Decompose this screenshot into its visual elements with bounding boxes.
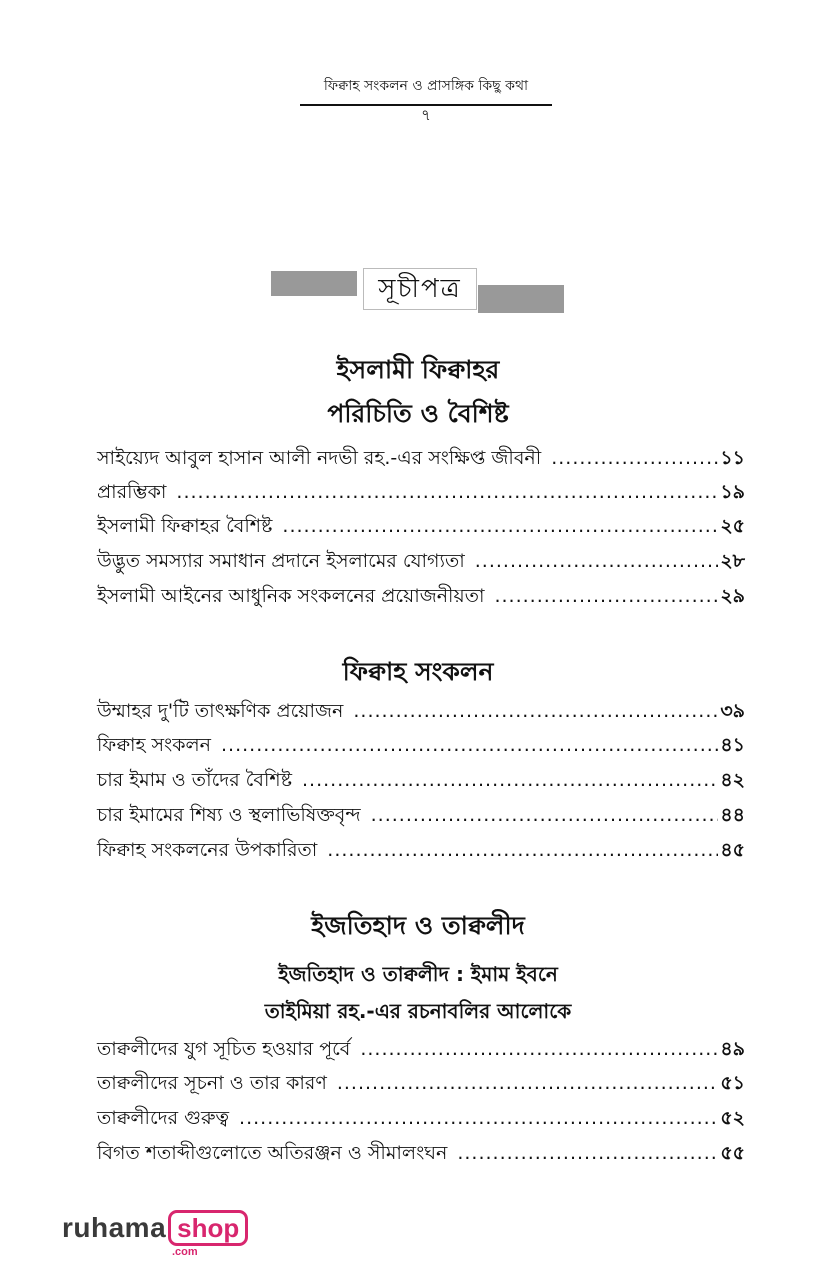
dot-leader — [302, 769, 718, 791]
logo-brand-accent: shop — [168, 1210, 248, 1246]
toc-entry[interactable] — [97, 766, 745, 796]
toc-entry-title: তাক্বলীদের গুরুত্ব — [97, 1107, 230, 1129]
toc-entry-title: তাক্বলীদের সূচনা ও তার কারণ — [97, 1072, 327, 1094]
dot-leader — [337, 1072, 719, 1094]
toc-entry-title: ফিক্বাহ সংকলনের উপকারিতা — [97, 839, 318, 861]
toc-entry-title: বিগত শতাব্দীগুলোতে অতিরঞ্জন ও সীমালংঘন — [97, 1142, 448, 1164]
dot-leader — [551, 447, 718, 469]
toc-entry-title: চার ইমামের শিষ্য ও স্থলাভিষিক্তবৃন্দ — [97, 804, 361, 826]
toc-entry-page: ১৯ — [720, 481, 745, 503]
toc-entry[interactable] — [97, 1104, 745, 1134]
logo-domain: .com — [172, 1246, 198, 1258]
ruhama-shop-logo — [62, 1210, 248, 1258]
dot-leader — [221, 734, 718, 756]
toc-entry-page: ৫৫ — [720, 1142, 745, 1164]
toc-entry[interactable] — [97, 801, 745, 831]
toc-entry-page: ৪৫ — [720, 839, 745, 861]
toc-title: সূচীপত্র — [363, 268, 477, 310]
toc-entry[interactable] — [97, 836, 745, 866]
section-heading: ইজতিহাদ ও তাক্বলীদ — [311, 911, 525, 940]
toc-entry-page: ১১ — [720, 447, 745, 469]
toc-entry-title: চার ইমাম ও তাঁদের বৈশিষ্ট — [97, 769, 293, 791]
dot-leader — [327, 839, 718, 861]
section-heading: ইসলামী ফিক্বাহর — [336, 355, 500, 384]
toc-entry-title: ইসলামী ফিক্বাহর বৈশিষ্ট — [97, 515, 273, 537]
toc-entry-title: ফিক্বাহ সংকলন — [97, 734, 212, 756]
page-number: ৭ — [421, 106, 431, 124]
running-header: ফিক্বাহ সংকলন ও প্রাসঙ্গিক কিছু কথা — [300, 74, 552, 106]
toc-entry[interactable] — [97, 478, 745, 508]
toc-entry[interactable] — [97, 444, 745, 474]
toc-entry-title: প্রারম্ভিকা — [97, 481, 167, 503]
toc-entry[interactable] — [97, 1139, 745, 1169]
section-subheading: ইজতিহাদ ও তাক্বলীদ : ইমাম ইবনে — [278, 962, 558, 986]
toc-entry[interactable] — [97, 547, 745, 577]
toc-entry-page: ২৮ — [720, 550, 745, 572]
toc-entry-page: ৩৯ — [720, 700, 745, 722]
dot-leader — [494, 585, 718, 607]
dot-leader — [353, 700, 718, 722]
toc-entry-page: ২৯ — [720, 585, 745, 607]
toc-entry-page: ৫১ — [720, 1072, 745, 1094]
section-subheading: তাইমিয়া রহ.-এর রচনাবলির আলোকে — [264, 999, 572, 1023]
toc-entry[interactable] — [97, 582, 745, 612]
dot-leader — [239, 1107, 718, 1129]
dot-leader — [371, 804, 719, 826]
toc-entry-page: ৪২ — [720, 769, 745, 791]
toc-entry[interactable] — [97, 731, 745, 761]
toc-entry-title: তাক্বলীদের যুগ সূচিত হওয়ার পূর্বে — [97, 1038, 351, 1060]
toc-entry[interactable] — [97, 1035, 745, 1065]
dot-leader — [360, 1038, 718, 1060]
section-heading: পরিচিতি ও বৈশিষ্ট — [327, 399, 509, 428]
toc-entry[interactable] — [97, 697, 745, 727]
toc-entry-title: উদ্ভুত সমস্যার সমাধান প্রদানে ইসলামের যোগ্যতা — [97, 550, 465, 572]
toc-entry-page: ৪৯ — [720, 1038, 745, 1060]
toc-entry-page: ৪১ — [720, 734, 745, 756]
section-heading: ফিক্বাহ সংকলন — [342, 657, 494, 686]
toc-entry-title: উম্মাহর দু'টি তাৎক্ষণিক প্রয়োজন — [97, 700, 344, 722]
toc-entry-title: সাইয়্যেদ আবুল হাসান আলী নদভী রহ.-এর সংক্ষিপ্ত জীবনী — [97, 447, 542, 469]
toc-entry-title: ইসলামী আইনের আধুনিক সংকলনের প্রয়োজনীয়তা — [97, 585, 485, 607]
toc-entry[interactable] — [97, 512, 745, 542]
title-bar-right — [478, 285, 564, 313]
logo-brand-main: ruhama — [62, 1212, 167, 1243]
title-bar-left — [271, 271, 357, 296]
toc-entry[interactable] — [97, 1069, 745, 1099]
toc-entry-page: ২৫ — [720, 515, 745, 537]
dot-leader — [176, 481, 718, 503]
toc-entry-page: ৪৪ — [720, 804, 745, 826]
dot-leader — [282, 515, 718, 537]
toc-entry-page: ৫২ — [720, 1107, 745, 1129]
dot-leader — [457, 1142, 718, 1164]
dot-leader — [475, 550, 719, 572]
